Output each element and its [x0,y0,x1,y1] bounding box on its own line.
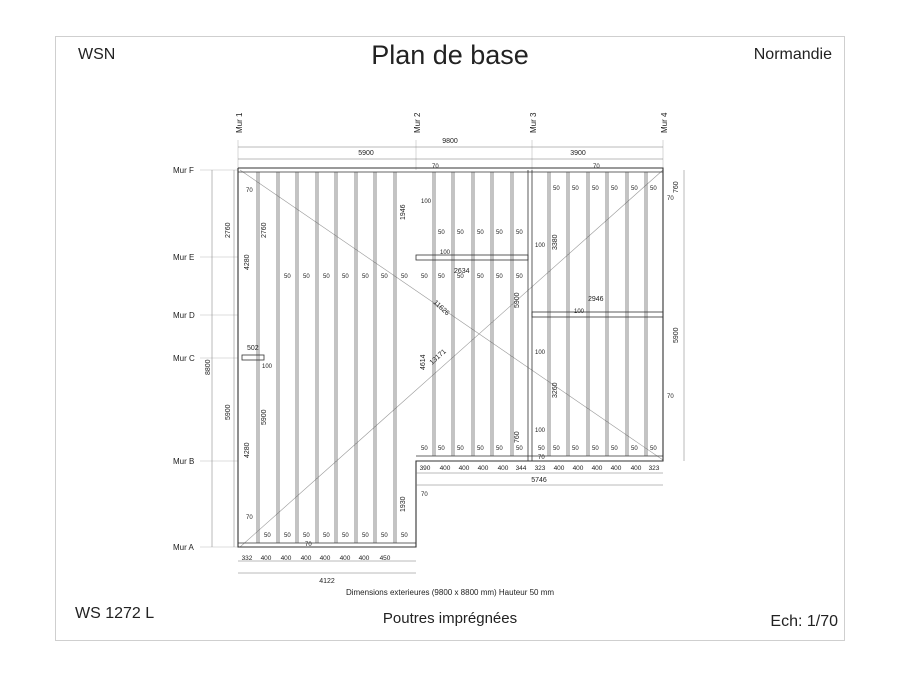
beam-d [532,312,663,317]
label-70-right-top: 70 [667,196,674,202]
right-spacing-11: 400 [630,465,642,472]
bottom-spacing-3: 400 [300,555,312,562]
plan-outline [238,168,663,547]
label-50-b-3: 50 [477,446,484,452]
dim-beam-right: 2946 [588,296,604,303]
label-50-b-0: 50 [421,446,428,452]
dimension-texts [205,138,680,585]
small-fixed-labels [246,164,674,548]
bottom-spacing-4: 400 [319,555,331,562]
label-50-mid-top-1: 50 [457,230,464,236]
wall-label-mur-3: Mur 3 [529,112,538,133]
region-label: Normandie [753,46,832,63]
dim-left-upper-outer: 2760 [225,222,232,238]
right-spacing-5: 344 [515,465,527,472]
label-100-f: 100 [535,428,546,434]
label-50-b-10: 50 [611,446,618,452]
label-50-e-6: 50 [401,274,408,280]
label-50-e-1: 50 [303,274,310,280]
label-70-top-right: 70 [593,164,600,170]
label-50-right-top-2: 50 [592,186,599,192]
wall-label-mur-e: Mur E [173,253,195,262]
dim-left-lower-inner: 4280 [244,442,251,458]
diagonal-2 [240,170,663,547]
dim-beam-center: 2634 [454,268,470,275]
dim-top-right: 3900 [570,150,586,157]
label-70-right-mid: 70 [667,394,674,400]
beam-c [242,355,264,360]
diagonals [240,170,663,547]
label-100-a: 100 [421,199,432,205]
right-spacing-3: 400 [477,465,489,472]
label-50-mid-top-0: 50 [438,230,445,236]
right-spacing-2: 400 [458,465,470,472]
bottom-spacing-5: 400 [339,555,351,562]
dim-diagonal-1: 11626 [431,299,451,318]
dim-far-right: 5900 [673,327,680,343]
label-70-top-mid: 70 [432,164,439,170]
wall-label-mur-f: Mur F [173,166,194,175]
axis-lines [200,140,663,547]
dim-bottom-total: 4122 [319,578,335,585]
wall-label-mur-b: Mur B [173,457,195,466]
label-50-right-top-3: 50 [611,186,618,192]
label-50-a-7: 50 [401,533,408,539]
label-50-a-4: 50 [342,533,349,539]
outline-path [238,168,663,547]
label-100-c: 100 [535,243,546,249]
right-spacing-6: 323 [534,465,546,472]
label-50-mid-top-4: 50 [516,230,523,236]
right-spacing-0: 390 [419,465,431,472]
label-100-g: 100 [262,364,273,370]
label-50-right-top-4: 50 [631,186,638,192]
dim-right-bottom: 3260 [552,382,559,398]
diagonal-1 [240,170,663,460]
label-50-e2-0: 50 [421,274,428,280]
bottom-spacing-0: 332 [241,555,253,562]
dim-far-right-top: 760 [673,181,680,193]
label-50-right-top-5: 50 [650,186,657,192]
model-reference: WS 1272 L [75,605,155,622]
label-50-e-3: 50 [342,274,349,280]
label-50-a-1: 50 [284,533,291,539]
dim-mid-vert-lower: 4614 [420,354,427,370]
label-70-mid-bottom: 70 [421,492,428,498]
label-50-e2-2: 50 [457,274,464,280]
right-spacing-labels [420,465,660,472]
label-70-left-top: 70 [246,188,253,194]
label-50-e-2: 50 [323,274,330,280]
dim-left-upper-inner: 4280 [244,254,251,270]
wall-label-mur-1: Mur 1 [235,112,244,133]
label-100-b: 100 [440,250,451,256]
label-50-right-top-0: 50 [553,186,560,192]
bottom-spacing-7: 450 [379,555,391,562]
label-50-b-9: 50 [592,446,599,452]
label-50-b-12: 50 [650,446,657,452]
wall-label-mur-c: Mur C [173,354,195,363]
label-50-b-4: 50 [496,446,503,452]
label-50-e2-3: 50 [477,274,484,280]
label-50-a-0: 50 [264,533,271,539]
right-spacing-8: 400 [572,465,584,472]
wall-labels [173,112,669,552]
right-spacing-1: 400 [439,465,451,472]
label-50-b-8: 50 [572,446,579,452]
dim-inner-bottom: 5900 [261,409,268,425]
label-50-e2-4: 50 [496,274,503,280]
label-100-e: 100 [535,350,546,356]
label-50-a-6: 50 [381,533,388,539]
dim-mid-vert-top: 1946 [400,204,407,220]
label-50-a-5: 50 [362,533,369,539]
dim-total-width: 9800 [442,138,458,145]
bottom-spacing-1: 400 [260,555,272,562]
label-50-a-3: 50 [323,533,330,539]
fifty-labels [264,186,657,539]
label-50-a-2: 50 [303,533,310,539]
label-50-e-4: 50 [362,274,369,280]
dim-point-c: 502 [247,345,259,352]
dim-top-left: 5900 [358,150,374,157]
material-note: Poutres imprégnées [382,610,518,627]
label-50-b-5: 50 [516,446,523,452]
dim-left-lower-outer: 5900 [225,404,232,420]
label-50-mid-top-2: 50 [477,230,484,236]
dim-center-vert: 5900 [514,292,521,308]
wall-label-mur-2: Mur 2 [413,112,422,133]
label-100-d: 100 [574,309,585,315]
company-label: WSN [78,46,116,63]
label-50-b-1: 50 [438,446,445,452]
dim-center-small: 760 [514,431,521,443]
right-spacing-9: 400 [591,465,603,472]
label-50-e-0: 50 [284,274,291,280]
right-spacing-12: 323 [648,465,660,472]
label-50-e2-1: 50 [438,274,445,280]
right-spacing-4: 400 [497,465,509,472]
dim-total-height: 8800 [205,359,212,375]
dim-diagonal-2: 13171 [428,348,448,367]
wall-label-mur-4: Mur 4 [660,112,669,133]
joists [257,172,647,543]
label-50-e2-5: 50 [516,274,523,280]
label-70-b-right: 70 [538,455,545,461]
dim-mid-vert-bottom: 1930 [400,496,407,512]
bottom-spacing-6: 400 [358,555,370,562]
label-50-e-5: 50 [381,274,388,280]
label-50-mid-top-3: 50 [496,230,503,236]
wall-label-mur-d: Mur D [173,311,195,320]
dim-right-top: 3380 [552,234,559,250]
dim-right-total: 5746 [531,477,547,484]
plan-title: Plan de base [371,40,529,70]
label-70-bottom: 70 [305,542,312,548]
right-spacing-7: 400 [553,465,565,472]
label-70-left-bottom: 70 [246,515,253,521]
dim-inner-top: 2760 [261,222,268,238]
wall-label-mur-a: Mur A [173,543,194,552]
label-50-b-2: 50 [457,446,464,452]
label-50-right-top-1: 50 [572,186,579,192]
dimensions-caption: Dimensions exterieures (9800 x 8800 mm) Hauteur 50 mm [345,588,555,597]
label-50-b-11: 50 [631,446,638,452]
bottom-spacing-2: 400 [280,555,292,562]
right-spacing-10: 400 [610,465,622,472]
scale-label: Ech: 1/70 [770,613,838,630]
label-50-b-6: 50 [538,446,545,452]
label-50-b-7: 50 [553,446,560,452]
